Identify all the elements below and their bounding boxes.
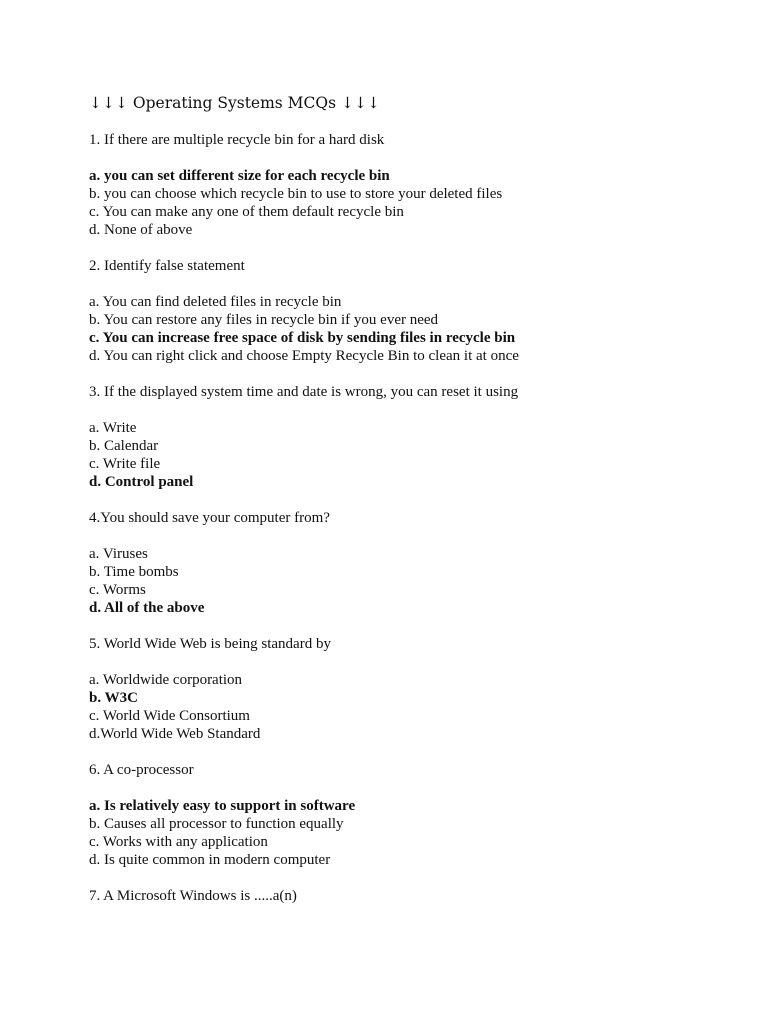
answer-options <box>89 671 749 743</box>
answer-option: a. Write <box>89 420 137 436</box>
answer-options <box>89 419 749 491</box>
answer-option-correct: a. Is relatively easy to support in software <box>89 798 356 814</box>
answer-option: b. Calendar <box>89 438 159 454</box>
answer-options <box>89 167 749 239</box>
answer-option: c. Works with any application <box>89 834 268 850</box>
answer-options <box>89 293 749 365</box>
answer-options <box>89 545 749 617</box>
answer-option-correct: c. You can increase free space of disk by sending files in recycle bin <box>89 330 516 346</box>
answer-option: d. Is quite common in modern computer <box>89 852 331 868</box>
question-list <box>89 131 749 905</box>
answer-option: d. None of above <box>89 222 193 238</box>
question-text: 2. Identify false statement <box>89 258 245 274</box>
answer-option: d. You can right click and choose Empty Recycle Bin to clean it at once <box>89 348 519 364</box>
answer-option: c. World Wide Consortium <box>89 708 250 724</box>
answer-options <box>89 797 749 869</box>
question-text: 6. A co-processor <box>89 762 194 778</box>
answer-option-correct: b. W3C <box>89 690 138 706</box>
answer-option: d.World Wide Web Standard <box>89 726 261 742</box>
question-text: 3. If the displayed system time and date is wrong, you can reset it using <box>89 384 519 400</box>
question-text: 4.You should save your computer from? <box>89 510 330 526</box>
answer-option: a. Worldwide corporation <box>89 672 243 688</box>
answer-option: a. Viruses <box>89 546 148 562</box>
question-text: 5. World Wide Web is being standard by <box>89 636 331 652</box>
answer-option: c. Worms <box>89 582 146 598</box>
answer-option-correct: d. Control panel <box>89 474 194 490</box>
question-text: 1. If there are multiple recycle bin for a hard disk <box>89 132 385 148</box>
answer-option: c. You can make any one of them default recycle bin <box>89 204 404 220</box>
answer-option-correct: a. you can set different size for each recycle bin <box>89 168 390 184</box>
question-text: 7. A Microsoft Windows is .....a(n) <box>89 888 297 904</box>
document-page <box>89 92 749 923</box>
answer-option: b. Time bombs <box>89 564 179 580</box>
answer-option: b. Causes all processor to function equally <box>89 816 344 832</box>
document-title: ↓↓↓ Operating Systems MCQs ↓↓↓ <box>89 94 380 112</box>
answer-option: b. you can choose which recycle bin to use to store your deleted files <box>89 186 503 202</box>
answer-option: b. You can restore any files in recycle bin if you ever need <box>89 312 439 328</box>
answer-option: a. You can find deleted files in recycle bin <box>89 294 342 310</box>
answer-option-correct: d. All of the above <box>89 600 205 616</box>
answer-option: c. Write file <box>89 456 161 472</box>
